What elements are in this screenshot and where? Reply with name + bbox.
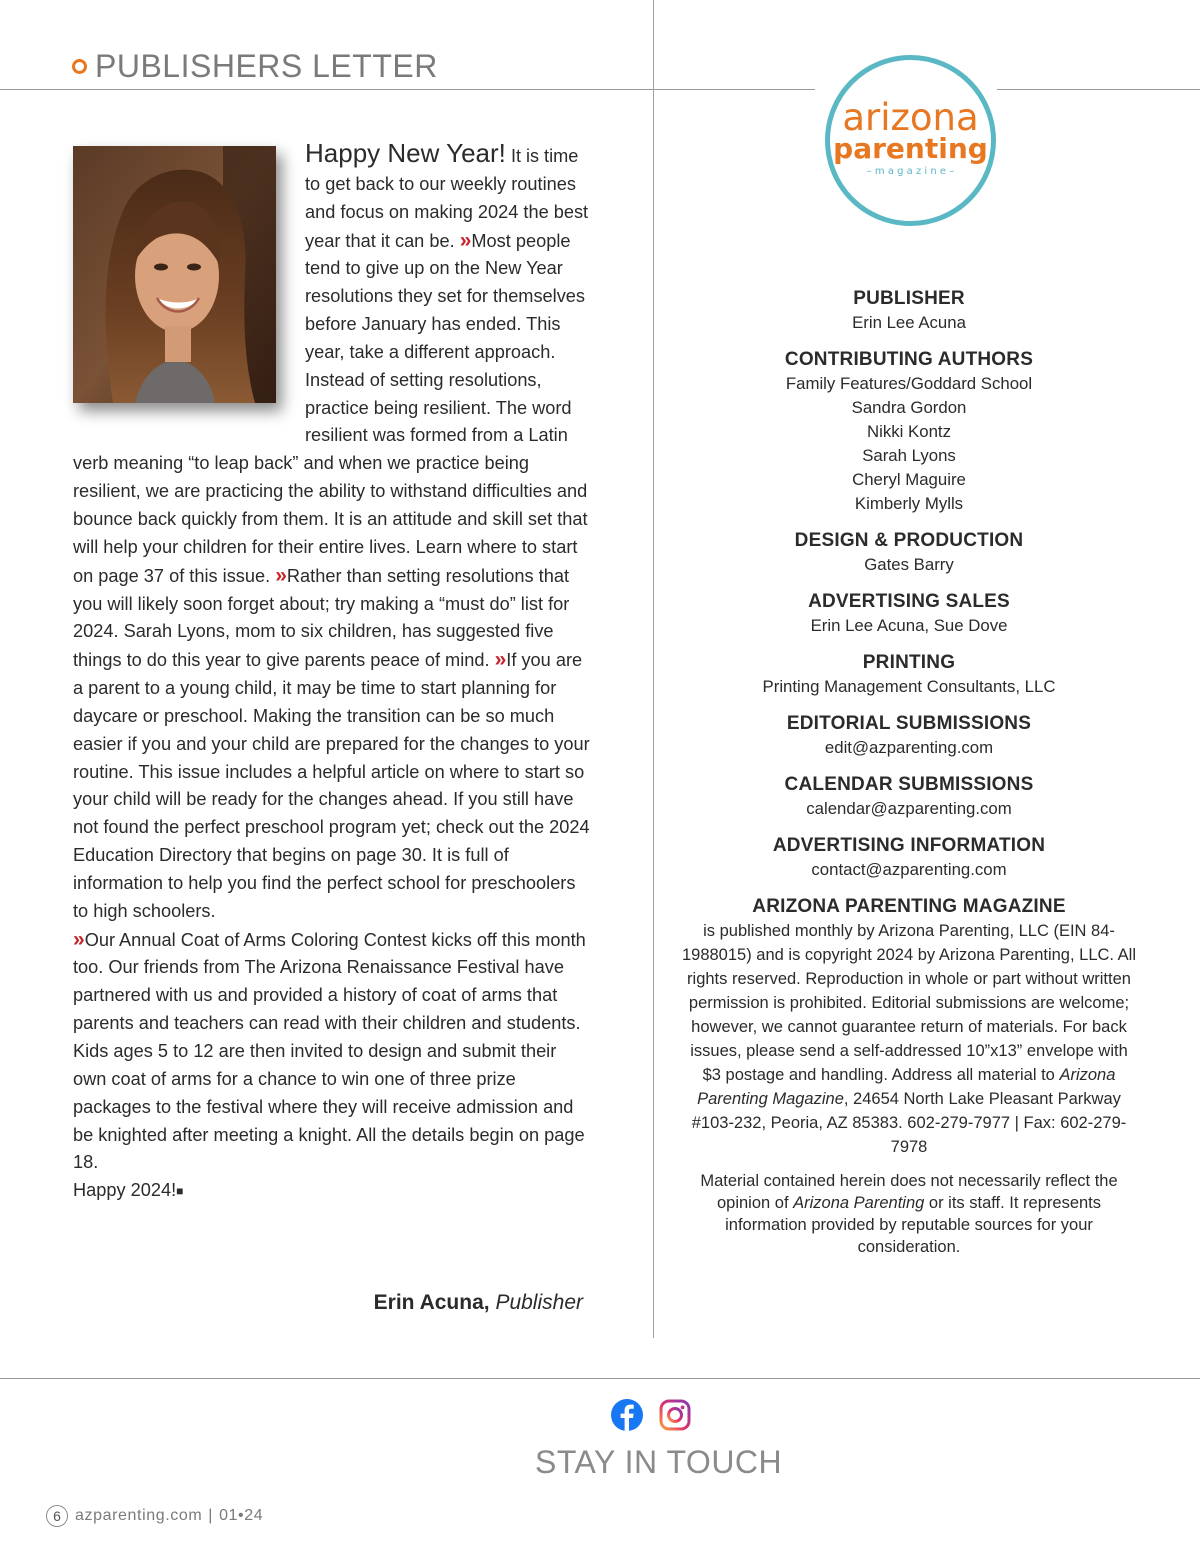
contact-email-link[interactable]: contact@azparenting.com xyxy=(811,860,1007,879)
publication-notice-text: is published monthly by Arizona Parenting, LLC (EIN 84-1988015) and is copyright 2024 by Arizona Parenting, LLC. All rights reserved. Reproduction in whole or part without written permission is prohibited. Editorial submissions are welcome; however, we cannot guarantee return of materials. For back issues, please send a self-addressed 10”x13” envelope with $3 postage and handling. Address all material to xyxy=(681,922,1137,1084)
masthead-magazine xyxy=(680,895,1138,1159)
letter-closing: Happy 2024! xyxy=(73,1180,177,1201)
page-footer xyxy=(75,1507,263,1525)
section-marker-icon: » xyxy=(494,648,507,672)
masthead-value: Erin Lee Acuna, Sue Dove xyxy=(810,616,1008,635)
section-bullet-icon xyxy=(72,59,87,74)
logo-word-arizona: arizona xyxy=(842,96,979,139)
disclaimer xyxy=(680,1170,1138,1258)
letter-paragraph-3: Rather than setting resolutions that you will likely soon forget about; try making a “must do” list for 2024. Sarah Lyons, mom to six children, has suggested five things to do this year to give parents peace of mind. xyxy=(73,565,570,671)
logo-word-parenting: parenting xyxy=(833,132,988,165)
footer-rule xyxy=(0,1378,1200,1379)
masthead-ad-info xyxy=(680,834,1138,882)
instagram-icon[interactable] xyxy=(658,1398,692,1432)
masthead-editorial xyxy=(680,712,1138,760)
masthead-ad-sales xyxy=(680,590,1138,638)
masthead-value: Gates Barry xyxy=(864,555,954,574)
section-marker-icon: » xyxy=(459,228,472,252)
publication-notice-address: , 24654 North Lake Pleasant Parkway #103-232, Peoria, AZ 85383. 602-279-7977 | Fax: 602-279-7978 xyxy=(691,1090,1127,1156)
masthead-value: Erin Lee Acuna xyxy=(852,313,966,332)
disclaimer-text: Material contained herein does not necessarily reflect the opinion of xyxy=(700,1172,1118,1212)
facebook-icon[interactable] xyxy=(610,1398,644,1432)
contributor-name: Sandra Gordon xyxy=(851,398,967,417)
letter-paragraph-4: If you are a parent to a young child, it may be time to start planning for daycare or preschool. Making the transition can be so much easier if you and your child are prepared for the changes to your routine. This issue includes a helpful article on where to start so your child will be ready for the changes ahead. If you still have not found the perfect preschool program yet; check out the 2024 Education Directory that begins on page 30. It is full of information to help you find the perfect school for preschoolers to high schoolers. xyxy=(73,650,590,921)
letter-paragraph-5: Our Annual Coat of Arms Coloring Contest kicks off this month too. Our friends from The Arizona Renaissance Festival have partnered with us and provided a history of coat of arms that parents and teachers can read with their children and students. Kids ages 5 to 12 are then invited to design and submit their own coat of arms for a chance to win one of three prize packages to the festival where they will receive admission and be knighted after meeting a knight. All the details begin on page 18. xyxy=(73,929,586,1173)
contributor-name: Kimberly Mylls xyxy=(854,494,964,513)
masthead-heading: DESIGN & PRODUCTION xyxy=(794,530,1024,551)
masthead-value: Printing Management Consultants, LLC xyxy=(762,677,1056,696)
disclaimer-text-end: or its staff. It represents information provided by reputable sources for your consideration. xyxy=(725,1194,1102,1256)
signature-name: Erin Acuna, xyxy=(373,1291,490,1314)
contributor-name: Sarah Lyons xyxy=(862,446,956,465)
masthead-heading: ARIZONA PARENTING MAGAZINE xyxy=(752,896,1066,917)
stay-in-touch-label: STAY IN TOUCH xyxy=(535,1444,783,1480)
calendar-email-link[interactable]: calendar@azparenting.com xyxy=(806,799,1012,818)
publisher-letter xyxy=(73,140,593,1206)
photo-spacer xyxy=(73,140,305,448)
masthead-heading: CALENDAR SUBMISSIONS xyxy=(784,774,1034,795)
masthead xyxy=(680,287,1138,1258)
signature xyxy=(300,1291,583,1315)
page-number: 6 xyxy=(46,1505,68,1527)
column-divider xyxy=(653,0,654,1338)
site-url[interactable]: azparenting.com xyxy=(75,1507,203,1524)
arizona-parenting-logo xyxy=(824,54,997,227)
issue-date: 01•24 xyxy=(219,1507,264,1524)
masthead-calendar xyxy=(680,773,1138,821)
social-links xyxy=(610,1398,694,1432)
contributor-name: Family Features/Goddard School xyxy=(785,374,1033,393)
section-marker-icon: » xyxy=(73,927,85,951)
masthead-heading: PRINTING xyxy=(862,652,956,673)
header-rule-right xyxy=(997,89,1200,90)
masthead-heading: ADVERTISING SALES xyxy=(808,591,1010,612)
contributor-name: Nikki Kontz xyxy=(867,422,951,441)
end-mark-icon: ■ xyxy=(176,1184,184,1199)
masthead-heading: ADVERTISING INFORMATION xyxy=(772,835,1046,856)
disclaimer-brand: Arizona Parenting xyxy=(793,1194,925,1212)
contributor-name: Cheryl Maguire xyxy=(852,470,966,489)
letter-lead: Happy New Year! xyxy=(305,138,506,168)
signature-title: Publisher xyxy=(495,1291,583,1314)
section-marker-icon: » xyxy=(275,563,287,587)
header-rule xyxy=(0,89,815,90)
masthead-heading: CONTRIBUTING AUTHORS xyxy=(784,349,1034,370)
letter-paragraph-1: time to get back to our weekly routines and focus on making 2024 the best year that it can be. xyxy=(305,146,589,251)
letter-lead-after: It is xyxy=(510,146,539,166)
masthead-heading: PUBLISHER xyxy=(853,288,965,309)
masthead-printing xyxy=(680,651,1138,699)
publication-notice-magazine: Arizona Parenting Magazine xyxy=(697,1066,1116,1108)
logo-word-magazine: – m a g a z i n e – xyxy=(866,166,955,177)
editorial-email-link[interactable]: edit@azparenting.com xyxy=(824,738,994,757)
masthead-design xyxy=(680,529,1138,577)
masthead-contributors xyxy=(680,348,1138,516)
footer-separator: | xyxy=(208,1507,214,1524)
section-title: PUBLISHERS LETTER xyxy=(95,48,438,84)
letter-paragraph-2: Most people tend to give up on the New Year resolutions they set for themselves before January has ended. This year, take a different approach. Instead of setting resolutions, practice being resilient. The word resilient was formed from a Latin verb meaning “to leap back” and when we practice being resilient, we are practicing the ability to withstand difficulties and bounce back quickly from them. It is an attitude and skill set that will help your children for their entire lives. Learn where to start on page 37 of this issue. xyxy=(73,230,588,586)
masthead-publisher xyxy=(680,287,1138,335)
publication-notice xyxy=(680,919,1138,1159)
masthead-heading: EDITORIAL SUBMISSIONS xyxy=(786,713,1032,734)
